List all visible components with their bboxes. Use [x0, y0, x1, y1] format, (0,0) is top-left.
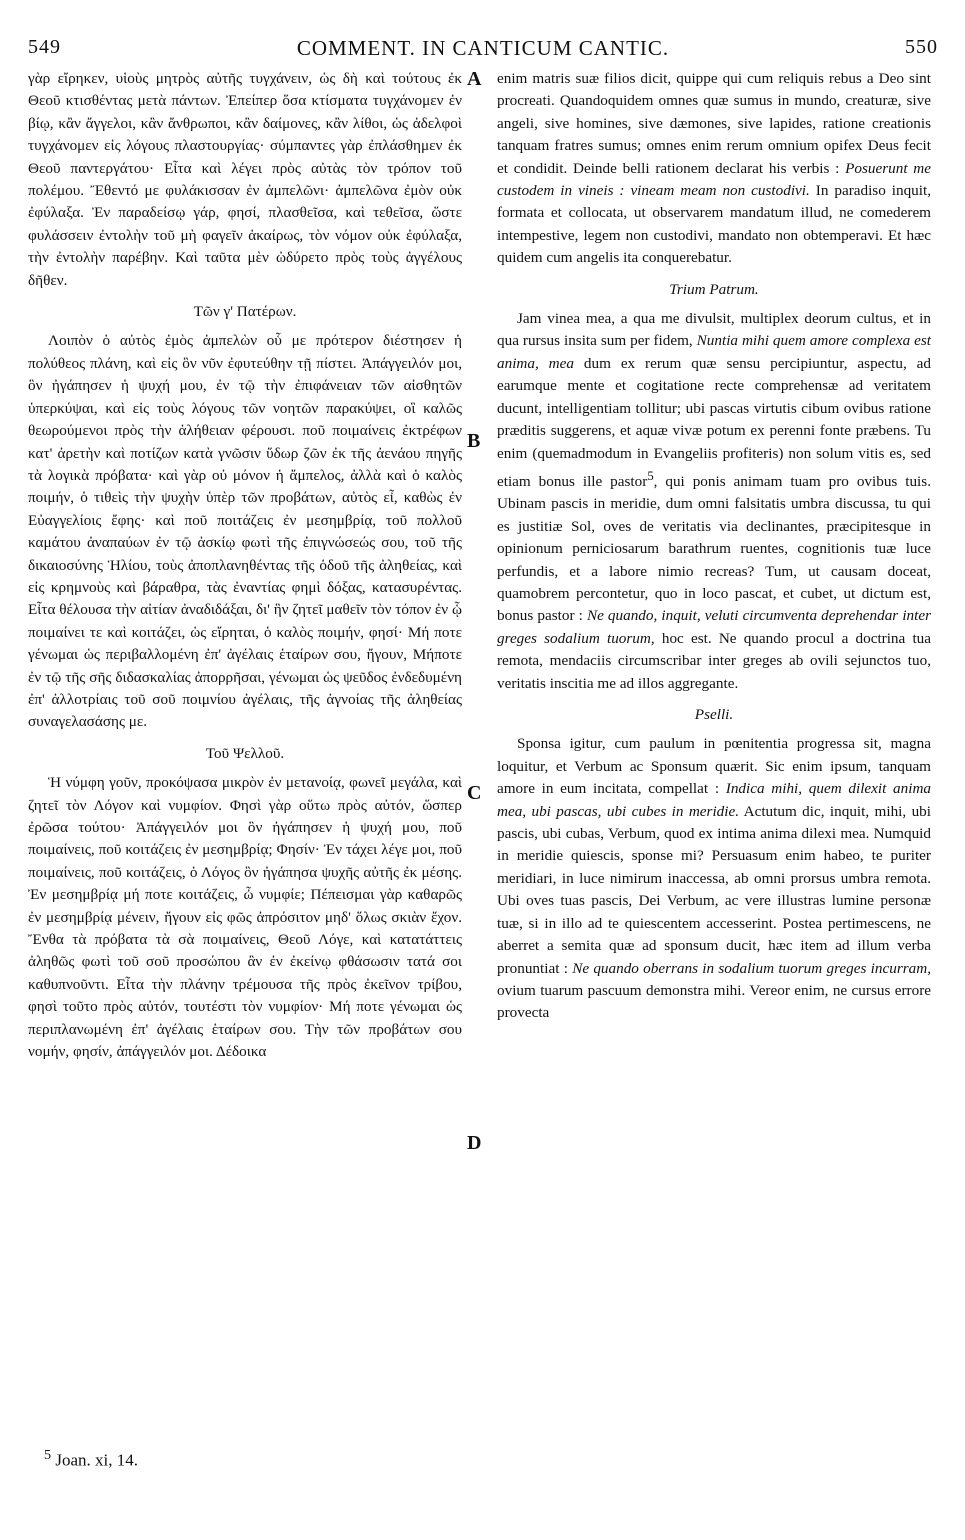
- latin-p2-text-d: hoc est. Ne quando procul a doctrina tua remota, mendaciis circumscribar inter greges ab ovili sejunctos tuo, veritatis inscitia me ad illos aggregante.: [497, 629, 932, 692]
- margin-letter-c: C: [467, 782, 482, 804]
- latin-p1-text: enim matris suæ filios dicit, quippe qui cum reliquis rebus a Deo sint procreati. Quandoquidem omnes quæ sumus in mundo, creaturæ, sive angeli, sive homines, sive dæmones, sive lapides, ratione creationis tanquam fratres sumus; omnes enim rerum omnium opifex Deus fecit et condidit. Deinde belli rationem declarat his verbis :: [497, 70, 931, 177]
- latin-column: [497, 68, 931, 1025]
- right-page-number: 550: [905, 36, 938, 58]
- latin-paragraph-2: [497, 308, 931, 695]
- latin-p2-quote-2: Ne quando, inquit, veluti circumventa deprehendar inter greges sodalium tuorum,: [497, 607, 932, 647]
- latin-p3-text-b: Actutum dic, inquit, mihi, ubi pascis, ubi cubas, Verbum, quod ex intima anima dilexi mea. Numquid in meridie quiescis, sponse mi? Persuasum enim habeo, te puriter meridiari, in luce nimirum inaccessa, ab omni prorsus umbra remota. Ubi oves tuas pascis, Dei Verbum, ac vere illustras lumine personæ tuæ, si in illo ad te quiescentem accesserint. Postea pertimescens, ne aberret a semita quæ ad sponsum ducit, hæc item ad illum verba pronuntiat :: [497, 802, 931, 977]
- footnote: [44, 1447, 138, 1471]
- greek-column: [28, 68, 462, 1063]
- greek-paragraph-1: γὰρ εἴρηκεν, υἱοὺς μητρὸς αὐτῆς τυγχάνειν, ὡς δὴ καὶ τούτους ἐκ Θεοῦ κτισθέντας μετὰ πάντων. Ἐπείπερ ὅσα κτίσματα τυγχάνομεν ἐν βίῳ, κἂν ἄγγελοι, κἂν ἄνθρωποι, κἂν δαίμονες, κἂν λίθοι, ὡς ἀδελφοὶ τυγχάνομεν εἰς λόγους πλαστουργίας· σύμπαντες γὰρ ἐπλάσθημεν ἐκ Θεοῦ παντεργάτου· Εἶτα καὶ λέγει πρὸς αὐτὰς τὸν τρόπον τοῦ πολέμου. Ἔθεντό με φυλάκισσαν ἐν ἀμπελῶνι· ἀμπελῶνα ἐμὸν οὐκ ἐφύλαξα. Ἐν παραδείσῳ γάρ, φησί, πλασθεῖσα, καὶ τεθεῖσα, ὥστε φυλάσσειν ἐντολὴν τοῦ μὴ φαγεῖν ἀκαίρως, τὸν νόμον οὐκ ἐφύλαξα, τὴν ἐντολὴν παρέβην. Καὶ ταῦτα μὲν ὠδύρετο πρὸς τοὺς ἀγγέλους δῆθεν.: [28, 70, 462, 289]
- running-title: COMMENT. IN CANTICUM CANTIC.: [296, 36, 670, 60]
- greek-heading-three-fathers: Τῶν γ' Πατέρων.: [193, 303, 297, 321]
- footnote-reference: 5: [647, 468, 654, 483]
- greek-paragraph-2: Λοιπὸν ὁ αὐτὸς ἐμὸς ἀμπελὼν οὗ με πρότερον διέστησεν ἡ πολύθεος πλάνη, καὶ εἰς ὃν νῦν ἐφυτεύθην τῇ πίστει. Ἀπάγγειλόν μοι, ὃν ἠγάπησεν ἡ ψυχή μου, ἐν τῷ τὴν ἐπιφάνειαν τῶν αἰσθητῶν ὑπερκύψαι, καὶ εἰς τοὺς λόγους τῶν νοητῶν παρακύψει, οἳ καλῶς θεωρούμενοι πρὸς τὴν ἀλήθειαν φέρουσι. ποῦ ποιμαίνεις ἐκτρέφων κατ' ἀρετὴν καὶ ποτίζων κατὰ γνῶσιν ὕδωρ ζῶν ἐκ τῆς ἀενάου πηγῆς τὰ λογικὰ πρόβατα· καὶ γὰρ οὐ μόνον ἡ ἄμπελος, ἀλλὰ καὶ ὁ καλὸς ποιμήν, ὁ τιθεὶς τὴν ψυχὴν ὑπὲρ τῶν προβάτων, αὐτὸς εἶ, καθὼς ἐν Εὐαγγελίοις ἔφης· καὶ ποῦ ποιτάζεις ἐν μεσημβρίᾳ, τοῦ πολλοῦ καμάτου ἀναπαύων ἐν τῷ ἀσκίῳ φωτὶ τῆς ἐπιγνώσεώς σου, τοῦ τῆς δικαιοσύνης Ἡλίου, τοὺς ἀποπλανηθέντας τῆς ὁδοῦ τῆς ἀληθείας, καὶ εἰς κρημνοὺς καὶ βάραθρα, τὰς ἐναντίας φημὶ δόξας, κατασυρέντας. Εἶτα θέλουσα τὴν αἰτίαν ἀναδιδάξαι, δι' ἣν ζητεῖ μαθεῖν τὸν τόπον ἐν ᾧ ποιμαίνει τε καὶ κοιτάζει, ὡς εἴρηται, ὁ καλὸς ποιμήν, φησί· Μή ποτε γένωμαι ὡς περιβαλλομένη ἐπ' ἀγέλαις ἑταίρων σου, ἤγουν, Μήποτε ἐν τῷ τῆς σῆς διδασκαλίας ἀπορρῆσαι, γένωμαι ὡς ψεῦδος ἐνδεδυμένη ἐπ' ἀλλοτρίαις τοῦ σοῦ ποιμνίου ἀγέλαις, τῆς ἀγνοίας τῆς ἀληθείας συναγελασάσης με.: [28, 332, 462, 731]
- page-header: [28, 36, 938, 64]
- latin-p3-quote: Indica mihi, quem dilexit anima mea, ubi pascas, ubi cubes in meridie.: [497, 780, 932, 820]
- latin-paragraph-1: [497, 68, 931, 270]
- greek-heading-psellus: Τοῦ Ψελλοῦ.: [205, 744, 285, 762]
- latin-p2-text-a: Jam vinea mea, a qua me divulsit, multiplex deorum cultus, et in qua rursus insita sum per fidem,: [497, 310, 931, 350]
- latin-p1-quote: Posuerunt me custodem in vineis : vineam meam non custodivi.: [497, 159, 932, 200]
- latin-p3-quote-2: Ne quando oberrans in sodalium tuorum greges incurram,: [572, 959, 932, 977]
- latin-p2-text-c: , qui ponis animam tuam pro ovibus tuis. Ubinam pascis in meridie, dum omni falsitatis umbra discussa, tu qui es justitiæ Sol, oves de veritatis via declinantes, præcipitesque in opinionum perniciosarum barathrum ruentes, cognitionis tuæ luce perfundis, et a labore nimio recreas? Tum, ut causam doceat, quamobrem percontetur, quo in loco pascat, et cubet, ut dictum est, bonus pastor :: [497, 472, 931, 625]
- left-page-number: 549: [28, 36, 61, 58]
- latin-p2-text-b: dum ex rerum quæ sensu percipiuntur, aspectu, ad earumque mente et cogitatione recte comprehensæ ad veritatem ducunt, intelligentiam tollitur; ubi pascas virtutis cibum ovibus ratione præditis suggerens, et aquæ vivæ potum ex perenni fonte præbens. Tu enim (quemadmodum in Evangeliis profiteris) non solum vitis es, sed etiam bonus ille pastor: [497, 354, 932, 490]
- footnote-mark: 5: [44, 1447, 52, 1463]
- margin-letter-d: D: [467, 1132, 482, 1154]
- margin-letter-a: A: [467, 68, 482, 90]
- latin-p3-text-a: Sponsa igitur, cum paulum in pœnitentia progressa sit, magna loquitur, et Verbum ac Sponsum quærit. Sic enim ipsum, tanquam amore in eum incitata, compellat :: [497, 735, 931, 798]
- latin-heading-psellus: Pselli.: [694, 706, 734, 724]
- footnote-text: Joan. xi, 14.: [55, 1450, 138, 1470]
- latin-paragraph-3: [497, 733, 931, 1024]
- latin-p1-rest: In paradiso inquit, formata et collocata, ut observarem mandatum illud, ne comederem intempestive, legem non custodivi, mandato non obtemperavi. Et hæc quidem cum angelis ita conquerebatur.: [497, 182, 931, 267]
- latin-p2-quote: Nuntia mihi quem amore complexa est anima, mea: [497, 332, 932, 372]
- greek-paragraph-3: Ἡ νύμφη γοῦν, προκόψασα μικρὸν ἐν μετανοίᾳ, φωνεῖ μεγάλα, καὶ ζητεῖ τὸν Λόγον καὶ νυμφίον. Φησὶ γὰρ οὕτω πρὸς αὐτόν, ὥσπερ ἐρῶσα τούτου· Ἀπάγγειλόν μοι ὃν ἠγάπησεν ἡ ψυχή μου, ποῦ ποιμαίνεις, ποῦ κοιτάζεις ἐν μεσημβρίᾳ; Φησίν· Ἐν τάχει λέγε μοι, ποῦ ποιμαίνεις, ποῦ κοιτάζεις, ὁ Λόγος ὃν ἠγάπησα ψυχῆς αὐτῆς ἐκ μέσης. Ἐν μεσημβρίᾳ μή ποτε κοιτάζεις, ὦ νυμφίε; Πέπεισμαι γὰρ καθαρῶς ἐν μεσημβρίᾳ μένειν, ἤγουν εἰς φῶς ἀπρόσιτον μηδ' ὅλως σκιὰν ἔχον. Ἔνθα τὰ πρόβατα τὰ σὰ ποιμαίνεις, Θεοῦ Λόγε, καὶ κατατάττεις ἀληθῶς φωτὶ τοῦ σοῦ προσώπου ἂν ἐν ἐκείνῳ φθάσωσιν τατά σοι καθυπνοῦντι. Εἶτα τὴν πλάνην τρέμουσα τῆς πρὸς ἐκεῖνον τρίβου, φησὶ τοῦτο πρὸς αὐτόν, τουτέστι τὸν νυμφίον· Μή ποτε γένωμαι ὡς περιπλανωμένη ἐπ' ἀγέλαις ἑταίρων σου. Τὴν τῶν προβάτων σου νομήν, φησίν, ἀπάγγειλόν μοι. Δέδοικα: [28, 774, 462, 1061]
- latin-heading-three-fathers: Trium Patrum.: [669, 280, 759, 298]
- latin-p3-text-c: ovium tuarum pascuum demonstra mihi. Vereor enim, ne cursus errore provecta: [497, 981, 931, 1022]
- margin-letter-b: B: [467, 430, 481, 452]
